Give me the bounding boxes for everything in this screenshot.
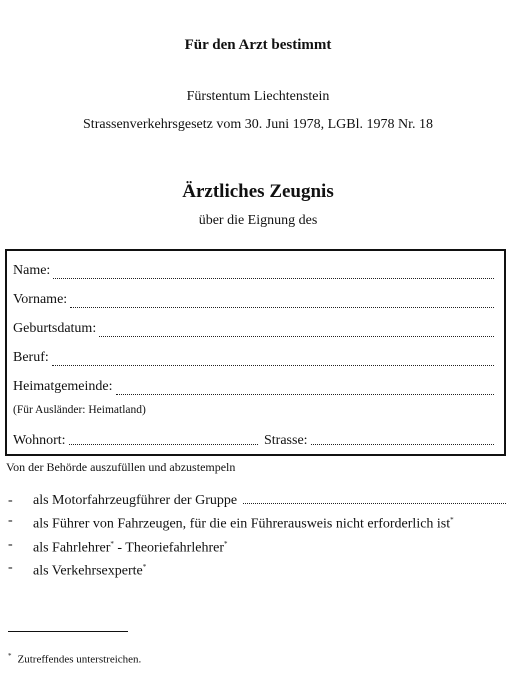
- geburtsdatum-label: Geburtsdatum:: [13, 321, 97, 336]
- beruf-label: Beruf:: [13, 350, 49, 365]
- wohnort-fill-line[interactable]: [69, 443, 258, 445]
- list-item-text: als Verkehrsexperte: [33, 563, 143, 579]
- footnote-marker: *: [110, 539, 114, 548]
- vorname-fill-line[interactable]: [70, 306, 494, 308]
- strasse-label: Strasse:: [264, 433, 308, 448]
- list-dash: -: [8, 536, 13, 552]
- vorname-field[interactable]: [13, 292, 494, 312]
- geburtsdatum-fill-line[interactable]: [99, 335, 494, 337]
- name-field[interactable]: [13, 263, 494, 283]
- document-subtitle: über die Eignung des: [198, 213, 318, 228]
- document-destination: Für den Arzt bestimmt: [184, 37, 332, 53]
- footnote-text: Zutreffendes unterstreichen.: [17, 653, 142, 666]
- list-item-text-2: - Theoriefahrlehrer: [113, 540, 224, 556]
- wohnort-label: Wohnort:: [13, 433, 66, 448]
- footnote-marker: *: [8, 652, 12, 660]
- geburtsdatum-field[interactable]: [13, 321, 494, 341]
- country-line: Fürstentum Liechtenstein: [186, 89, 330, 104]
- heimatgemeinde-label: Heimatgemeinde:: [13, 379, 113, 394]
- gruppe-fill-line[interactable]: [243, 502, 506, 504]
- auslaender-note: (Für Ausländer: Heimatland): [13, 404, 146, 416]
- list-dash: -: [8, 560, 13, 576]
- list-dash: -: [8, 493, 13, 508]
- wohnort-strasse-row: [13, 433, 494, 453]
- beruf-field[interactable]: [13, 350, 494, 370]
- name-fill-line[interactable]: [53, 277, 494, 279]
- list-item-text: als Fahrlehrer: [33, 540, 111, 556]
- name-label: Name:: [13, 263, 51, 278]
- vorname-label: Vorname:: [13, 292, 68, 307]
- law-reference: Strassenverkehrsgesetz vom 30. Juni 1978, LGBl. 1978 Nr. 18: [83, 117, 433, 132]
- footnote-divider: [8, 631, 128, 632]
- heimatgemeinde-fill-line[interactable]: [116, 393, 494, 395]
- list-item-fahrlehrer: [8, 537, 506, 556]
- list-item-fuehrer-fahrzeuge: [8, 513, 506, 532]
- beruf-fill-line[interactable]: [52, 364, 494, 366]
- purpose-list: [8, 493, 506, 584]
- personal-data-box: [5, 249, 506, 456]
- wohnort-field[interactable]: [13, 433, 258, 449]
- strasse-field[interactable]: [264, 433, 494, 449]
- document-title: Ärztliches Zeugnis: [182, 181, 334, 202]
- list-dash: -: [8, 513, 13, 528]
- auslaender-note-row: [13, 404, 494, 424]
- footnote: [8, 652, 141, 666]
- footnote-marker: *: [450, 516, 454, 524]
- list-item-motorfahrzeugfuehrer: [8, 493, 506, 508]
- list-item-verkehrsexperte: [8, 560, 506, 579]
- list-item-text: als Führer von Fahrzeugen, für die ein Führerausweis nicht erforderlich ist: [33, 516, 451, 532]
- strasse-fill-line[interactable]: [311, 443, 494, 445]
- heimatgemeinde-field[interactable]: [13, 379, 494, 399]
- footnote-marker: *: [223, 539, 228, 548]
- authority-note: Von der Behörde auszufüllen und abzustempeln: [6, 460, 236, 474]
- list-item-text: als Motorfahrzeugführer der Gruppe: [33, 493, 238, 508]
- footnote-marker: *: [142, 563, 147, 572]
